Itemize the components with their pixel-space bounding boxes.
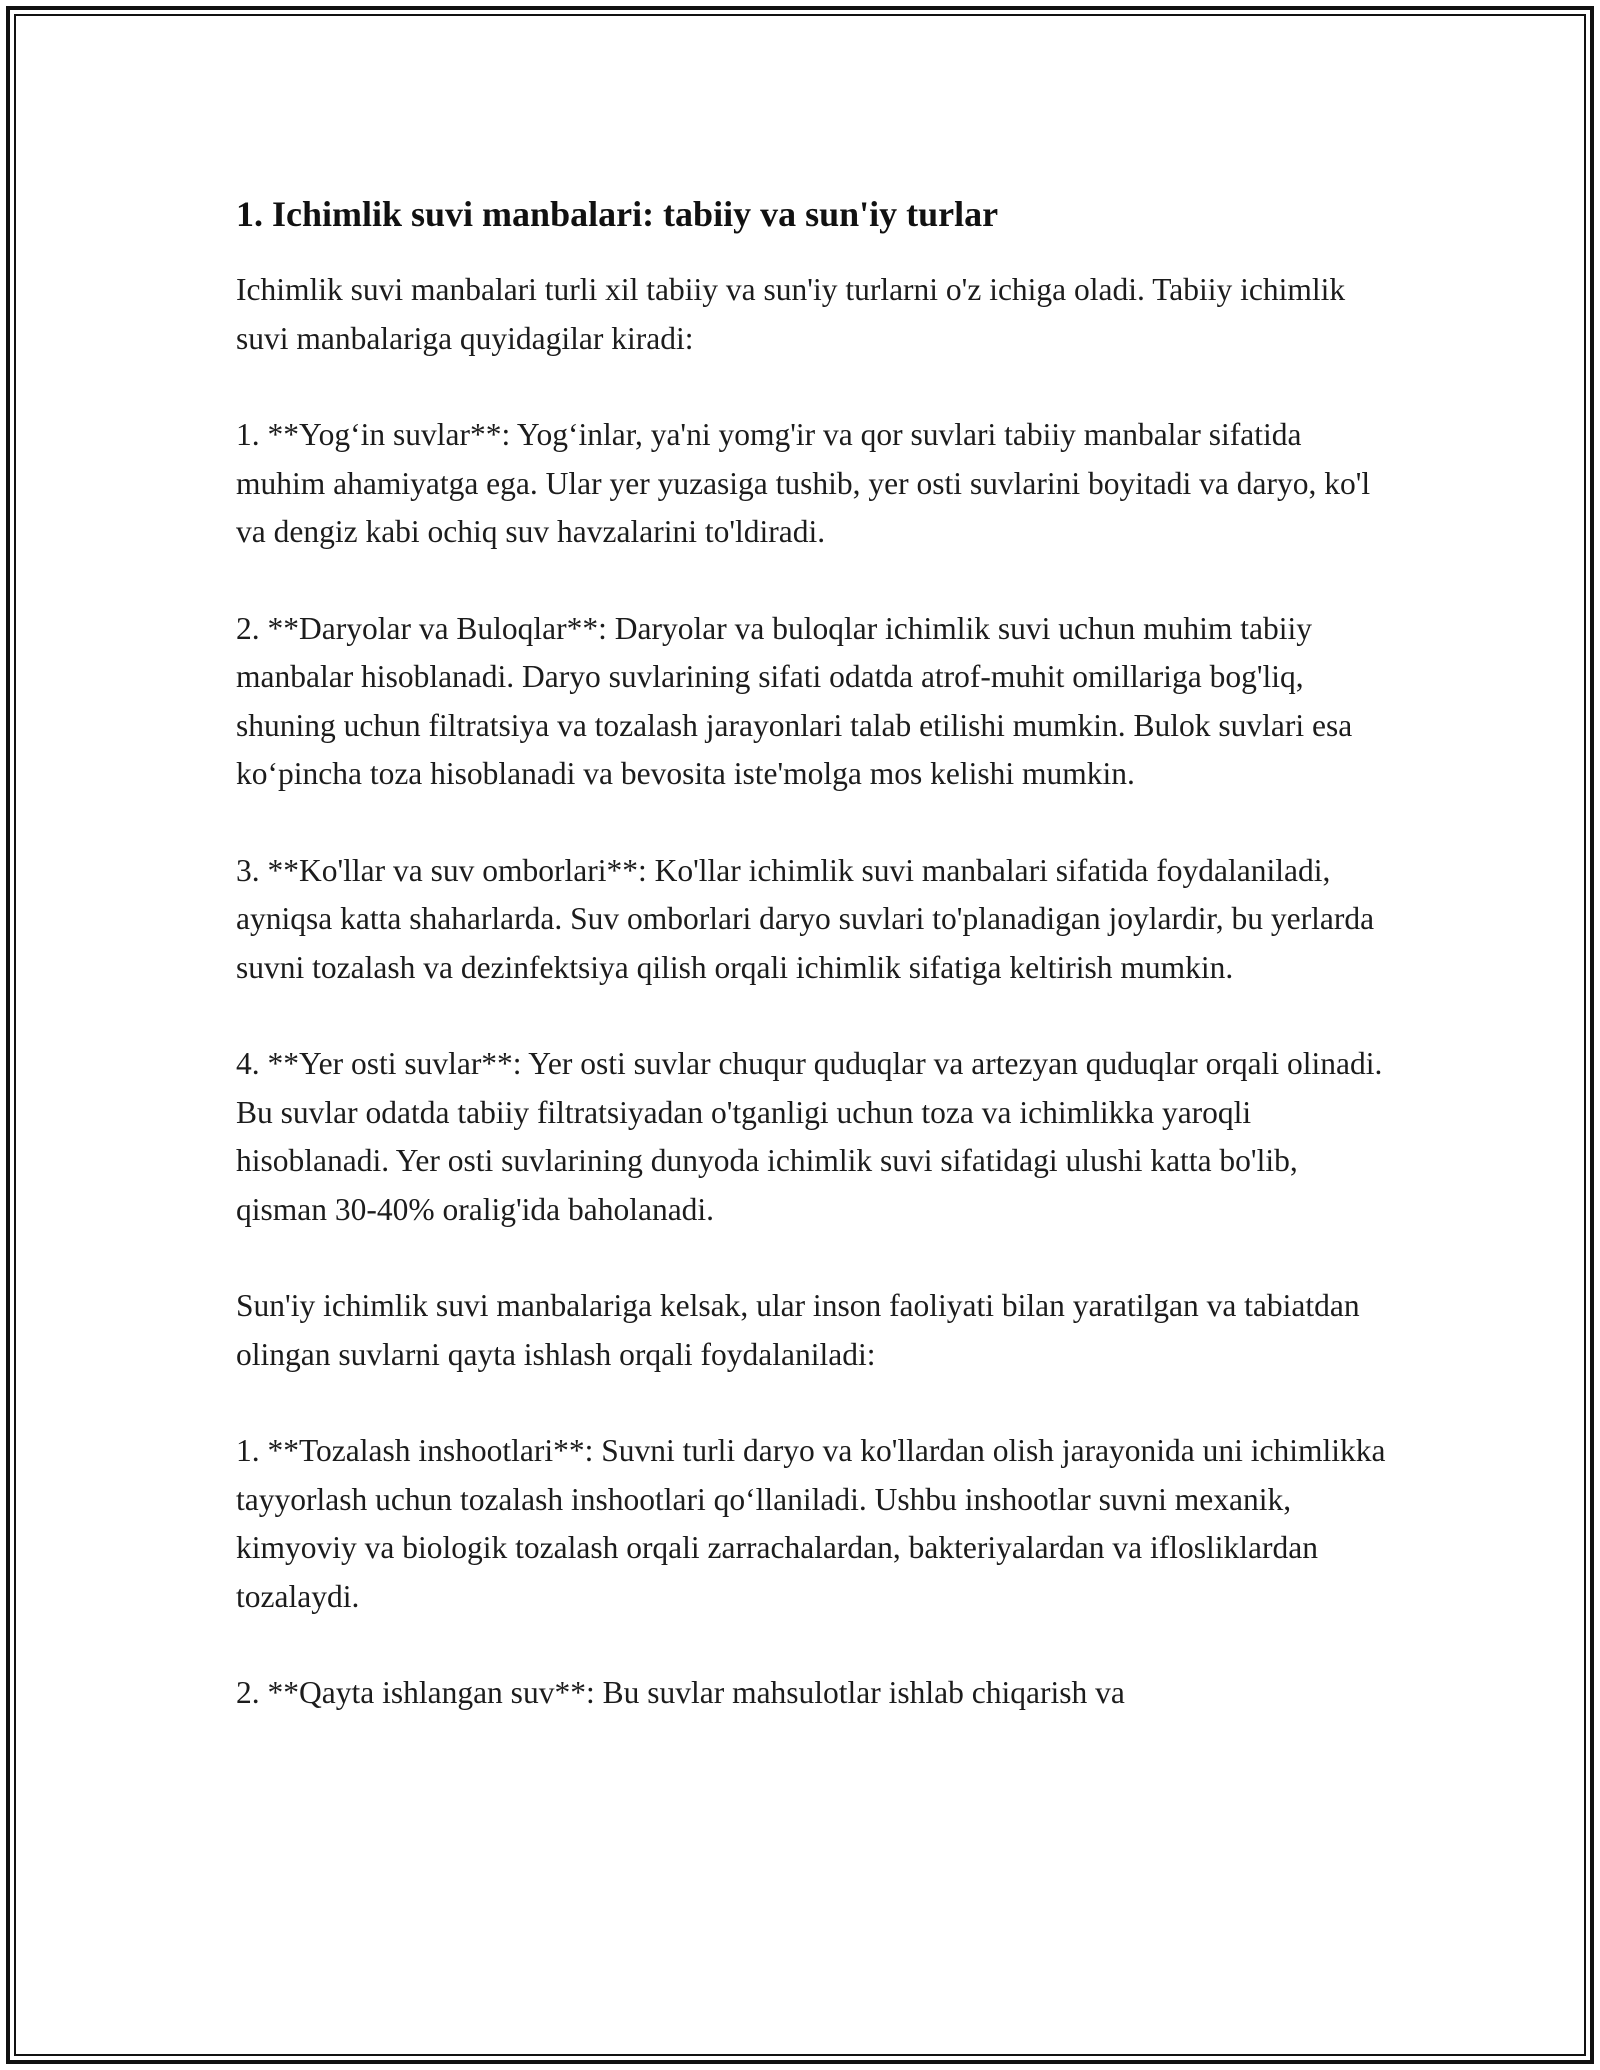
document-body xyxy=(236,188,1386,1766)
artificial-sources-paragraph: Sun'iy ichimlik suvi manbalariga kelsak, ular inson faoliyati bilan yaratilgan va tabiatdan olingan suvlarni qayta ishlash orqali foydalaniladi: xyxy=(236,1288,1360,1372)
list-item-groundwater: 4. **Yer osti suvlar**: Yer osti suvlar chuqur quduqlar va artezyan quduqlar orqali olinadi. Bu suvlar odatda tabiiy filtratsiyadan o'tganligi uchun toza va ichimlikka yaroqli hisoblanadi. Yer osti suvlarining dunyoda ichimlik suvi sifatidagi ulushi katta bo'lib, qisman 30-40% oralig'ida baholanadi. xyxy=(236,1046,1383,1227)
list-item-recycled-water: 2. **Qayta ishlangan suv**: Bu suvlar mahsulotlar ishlab chiqarish va xyxy=(236,1675,1125,1710)
section-heading: 1. Ichimlik suvi manbalari: tabiiy va sun'iy turlar xyxy=(236,194,999,234)
list-item-rivers-springs: 2. **Daryolar va Buloqlar**: Daryolar va buloqlar ichimlik suvi uchun muhim tabiiy manbalar hisoblanadi. Daryo suvlarining sifati odatda atrof-muhit omillariga bog'liq, shuning uchun filtratsiya va tozalash jarayonlari talab etilishi mumkin. Bulok suvlari esa ko‘pincha toza hisoblanadi va bevosita iste'molga mos kelishi mumkin. xyxy=(236,610,1353,791)
list-item-treatment-plants: 1. **Tozalash inshootlari**: Suvni turli daryo va ko'llardan olish jarayonida uni ichimlikka tayyorlash uchun tozalash inshootlari qo‘llaniladi. Ushbu inshootlar suvni mexanik, kimyoviy va biologik tozalash orqali zarrachalardan, bakteriyalardan va iflosliklardan tozalaydi. xyxy=(236,1433,1386,1614)
intro-paragraph: Ichimlik suvi manbalari turli xil tabiiy va sun'iy turlarni o'z ichiga oladi. Tabiiy ichimlik suvi manbalariga quyidagilar kiradi: xyxy=(236,272,1346,356)
list-item-precipitation: 1. **Yog‘in suvlar**: Yog‘inlar, ya'ni yomg'ir va qor suvlari tabiiy manbalar sifatida muhim ahamiyatga ega. Ular yer yuzasiga tushib, yer osti suvlarini boyitadi va daryo, ko'l va dengiz kabi ochiq suv havzalarini to'ldiradi. xyxy=(236,417,1371,549)
list-item-lakes-reservoirs: 3. **Ko'llar va suv omborlari**: Ko'llar ichimlik suvi manbalari sifatida foydalaniladi, ayniqsa katta shaharlarda. Suv omborlari daryo suvlari to'planadigan joylardir, bu yerlarda suvni tozalash va dezinfektsiya qilish orqali ichimlik sifatiga keltirish mumkin. xyxy=(236,852,1375,985)
